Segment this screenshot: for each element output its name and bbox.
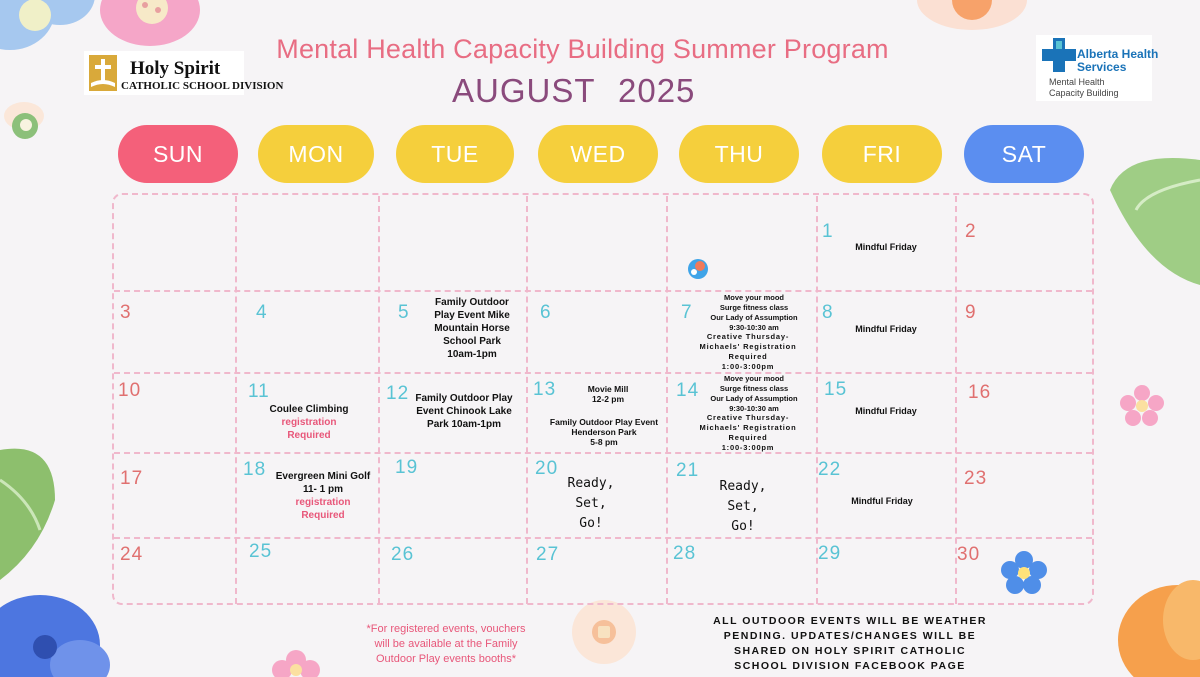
date-number: 4 <box>256 302 268 323</box>
grid-divider <box>378 196 380 604</box>
flower-decoration-bottom-left-blue <box>0 575 110 677</box>
date-number: 9 <box>965 302 977 323</box>
event-aug8: Mindful Friday <box>855 324 917 334</box>
voucher-note: *For registered events, vouchers will be available at the Family Outdoor Play events booths* <box>366 623 526 665</box>
event-aug13-outdoor: Family Outdoor Play Event Henderson Park 5-8 pm <box>549 417 659 447</box>
date-number: 23 <box>964 468 988 489</box>
date-number: 15 <box>824 379 848 400</box>
grid-divider <box>114 452 1092 454</box>
school-name: Holy Spirit <box>130 58 221 79</box>
date-number: 11 <box>248 381 270 402</box>
event-aug13-movie: Movie Mill 12-2 pm <box>587 384 629 404</box>
ahs-sub-line1: Mental Health <box>1049 77 1105 87</box>
grid-divider <box>666 196 668 604</box>
date-number: 6 <box>540 302 552 323</box>
day-header-thu: THU <box>679 125 799 183</box>
day-header-mon: MON <box>258 125 374 183</box>
event-aug18: Evergreen Mini Golf 11- 1 pm registration Required <box>275 471 371 521</box>
event-aug1: Mindful Friday <box>855 242 917 252</box>
page-title: Mental Health Capacity Building Summer Program <box>276 34 889 64</box>
ahs-cross-icon <box>1042 38 1076 72</box>
date-number: 2 <box>965 221 977 242</box>
event-aug21: Ready, Set, Go! <box>719 479 767 534</box>
day-header-sun: SUN <box>118 125 238 183</box>
date-number: 12 <box>386 383 410 404</box>
weather-note: ALL OUTDOOR EVENTS WILL BE WEATHER PENDING. UPDATES/CHANGES WILL BE SHARED ON HOLY SPIRIT CATHOLIC SCHOOL DIVISION FACEBOOK PAGE <box>713 615 987 672</box>
date-number: 20 <box>535 458 559 479</box>
flower-decoration-bottom-pink <box>270 648 322 677</box>
date-number: 29 <box>818 543 842 564</box>
day-header-wed: WED <box>538 125 658 183</box>
leaf-decoration-left <box>0 440 60 580</box>
date-number: 25 <box>249 541 273 562</box>
event-aug7: Move your mood Surge fitness class Our Lady of Assumption 9:30-10:30 am <box>710 293 798 332</box>
event-aug20: Ready, Set, Go! <box>567 476 615 531</box>
flower-decoration-bottom-center <box>560 600 648 677</box>
grid-divider <box>114 372 1092 374</box>
date-number: 18 <box>243 459 267 480</box>
event-aug22: Mindful Friday <box>851 496 913 506</box>
date-number: 14 <box>676 380 700 401</box>
month-label: AUGUST <box>452 72 596 109</box>
day-header-fri: FRI <box>822 125 942 183</box>
flower-decoration-left-bud <box>0 96 50 144</box>
date-number: 24 <box>120 544 144 565</box>
date-number: 16 <box>968 382 992 403</box>
event-aug15: Mindful Friday <box>855 406 917 416</box>
date-number: 17 <box>120 468 144 489</box>
date-number: 28 <box>673 543 697 564</box>
leaf-decoration-right <box>1106 150 1200 285</box>
flower-decoration-right-pink <box>1120 385 1164 425</box>
flower-decoration-bottom-right-orange <box>1108 570 1200 677</box>
grid-divider <box>114 290 1092 292</box>
event-aug5: Family Outdoor Play Event Mike Mountain Horse School Park 10am-1pm <box>434 297 510 360</box>
date-number: 19 <box>395 457 419 478</box>
cross-book-icon <box>86 53 120 93</box>
event-aug12: Family Outdoor Play Event Chinook Lake Park 10am-1pm <box>415 393 513 430</box>
day-header-sat: SAT <box>964 125 1084 183</box>
date-number: 3 <box>120 302 132 323</box>
year-label: 2025 <box>618 72 696 109</box>
grid-divider <box>955 196 957 604</box>
date-number: 7 <box>681 302 693 323</box>
date-number: 22 <box>818 459 842 480</box>
date-number: 21 <box>676 460 700 481</box>
date-number: 8 <box>822 302 834 323</box>
date-number: 26 <box>391 544 415 565</box>
day-header-tue: TUE <box>396 125 514 183</box>
event-aug11: Coulee Climbing registration Required <box>269 404 349 441</box>
date-number: 30 <box>957 544 981 565</box>
grid-divider <box>235 196 237 604</box>
date-number: 10 <box>118 380 142 401</box>
event-aug14: Move your mood Surge fitness class Our Lady of Assumption 9:30-10:30 am <box>710 374 798 413</box>
school-subtitle: CATHOLIC SCHOOL DIVISION <box>121 80 284 92</box>
date-number: 1 <box>822 221 834 242</box>
grid-divider <box>114 537 1092 539</box>
event-aug7-creative: Creative Thursday- Michaels' Registration Required 1:00-3:00pm <box>699 332 797 371</box>
date-number: 5 <box>398 302 410 323</box>
ahs-name-line1: Alberta Health <box>1077 47 1159 61</box>
date-number: 27 <box>536 544 560 565</box>
date-number: 13 <box>533 379 557 400</box>
ahs-sub-line2: Capacity Building <box>1049 88 1119 98</box>
event-aug14-creative: Creative Thursday- Michaels' Registration Required 1:00-3:00pm <box>699 413 797 452</box>
ahs-name-line2: Services <box>1077 60 1127 74</box>
